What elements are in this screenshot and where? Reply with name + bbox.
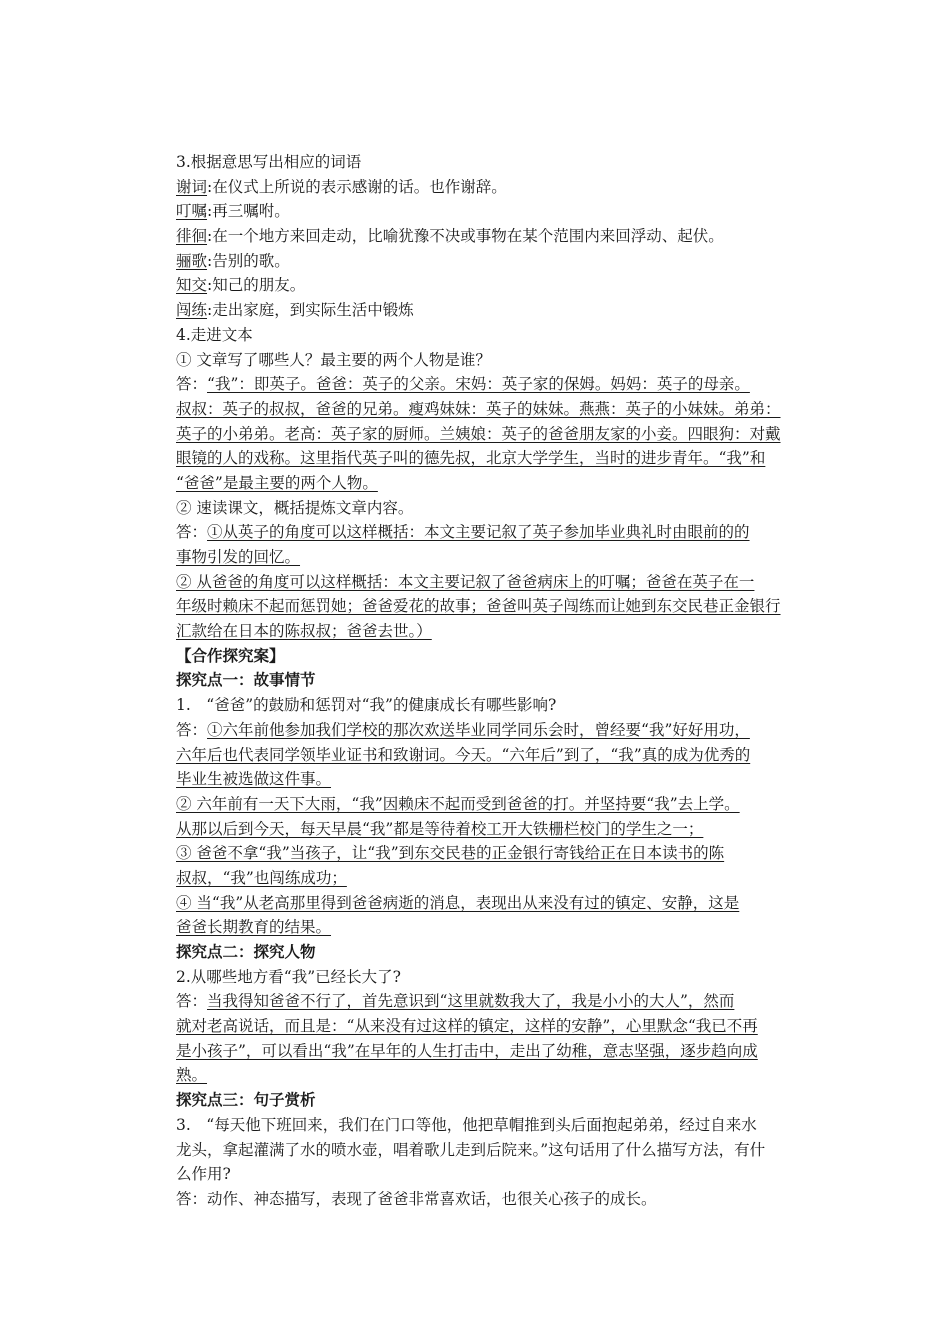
answer-line: 六年后也代表同学领毕业证书和致谢词。今天。“六年后”到了，“我”真的成为优秀的 (176, 745, 751, 764)
answer-line (176, 767, 816, 792)
answer-line: 就对老高说话，而且是：“从来没有过这样的镇定，这样的安静”，心里默念“我已不再 (176, 1017, 758, 1036)
answer-text: 爸爸长期教育的结果。 (176, 918, 332, 937)
answer-text: “爸爸”是最主要的两个人物。 (176, 473, 378, 492)
answer-text: 叔叔，“我”也闯练成功； (176, 868, 347, 887)
vocab-term: 徘徊 (176, 227, 208, 246)
inquiry-3-question: 么作用? (176, 1165, 231, 1184)
answer-line: 是小孩子”，可以看出“我”在早年的人生打击中，走出了幼稚，意志坚强，逐步趋向成 (176, 1041, 758, 1060)
vocab-definition: :知己的朋友。 (207, 276, 306, 295)
answer-line (176, 915, 816, 940)
inquiry-point-1-title: 探究点一：故事情节 (176, 670, 316, 690)
vocab-definition: :走出家庭，到实际生活中锻炼 (207, 301, 414, 320)
answer-line (176, 545, 816, 570)
vocab-term: 叮嘱 (176, 202, 208, 221)
vocab-item (176, 224, 816, 249)
vocab-item (176, 273, 816, 298)
vocab-definition: :在一个地方来回走动，比喻犹豫不决或事物在某个范围内来回浮动、起伏。 (207, 227, 724, 246)
answer-text: 事物引发的回忆。 (176, 548, 301, 566)
answer-text: “我”：即英子。爸爸：英子的父亲。宋妈：英子家的保姆。妈妈：英子的母亲。 (207, 375, 750, 394)
answer-text: 从那以后到今天，每天早晨“我”都是等待着校工开大铁栅栏校门的学生之一； (176, 819, 704, 838)
vocab-term: 知交 (176, 276, 208, 295)
inquiry-point-3-title: 探究点三：句子赏析 (176, 1090, 316, 1110)
answer-line (176, 471, 816, 496)
answer-text: ② 六年前有一天下大雨，“我”因赖床不起而受到爸爸的打。并坚持要“我”去上学。 (176, 794, 740, 813)
inquiry-point-2-title: 探究点二：探究人物 (176, 942, 316, 961)
answer-text: ①六年前他参加我们学校的那次欢送毕业同学同乐会时，曾经要“我”好好用功， (207, 720, 750, 739)
answer-line (176, 792, 816, 817)
vocab-item (176, 199, 816, 224)
answer-line (176, 841, 816, 866)
answer-line: 叔叔：英子的叔叔，爸爸的兄弟。瘦鸡妹妹：英子的妹妹。燕燕：英子的小妹妹。弟弟： (176, 399, 781, 418)
answer-text: 熟。 (176, 1066, 208, 1085)
answer-prefix: 答： (176, 720, 208, 739)
cooperative-inquiry-heading: 【合作探究案】 (176, 645, 285, 665)
inquiry-1-question: 1. “爸爸”的鼓励和惩罚对“我”的健康成长有哪些影响? (176, 696, 557, 715)
inquiry-2-question: 2.从哪些地方看“我”已经长大了? (176, 967, 401, 986)
answer-line (176, 718, 816, 743)
answer-text: ①从英子的角度可以这样概括：本文主要记叙了英子参加毕业典礼时由眼前的的 (207, 523, 750, 542)
section-3-heading: 3.根据意思写出相应的词语 (176, 153, 362, 171)
vocab-term: 骊歌 (176, 251, 208, 270)
answer-text: 汇款给在日本的陈叔叔；爸爸去世。） (176, 622, 432, 641)
inquiry-3-question: 龙头，拿起灌满了水的喷水壶，唱着歌儿走到后院来。”这句话用了什么描写方法，有什 (176, 1140, 766, 1159)
inquiry-3-question: 3. “每天他下班回来，我们在门口等他，他把草帽推到头后面抱起弟弟，经过自来水 (176, 1115, 757, 1134)
vocab-term: 谢词 (176, 177, 208, 196)
answer-line (176, 1063, 816, 1088)
answer-text: ② 从爸爸的角度可以这样概括：本文主要记叙了爸爸病床上的叮嘱；爸爸在英子在一 (176, 572, 755, 591)
answer-prefix: 答： (176, 375, 208, 394)
answer-line: 英子的小弟弟。老高：英子家的厨师。兰姨娘：英子的爸爸朋友家的小妾。四眼狗：对戴 (176, 424, 781, 443)
document-page (176, 150, 816, 1212)
answer-line: 年级时赖床不起而惩罚她；爸爸爱花的故事；爸爸叫英子闯练而让她到东交民巷正金银行 (176, 597, 781, 616)
question-1: ① 文章写了哪些人？最主要的两个人物是谁？ (176, 350, 491, 369)
answer-line (176, 570, 816, 595)
vocab-item (176, 298, 816, 323)
question-2: ② 速读课文，概括提炼文章内容。 (176, 498, 414, 517)
vocab-definition: :告别的歌。 (207, 251, 290, 270)
answer-text: ④ 当“我”从老高那里得到爸爸病逝的消息，表现出从来没有过的镇定、安静，这是 (176, 893, 740, 912)
answer-line: 眼镜的人的戏称。这里指代英子叫的德先叔，北京大学学生，当时的进步青年。“我”和 (176, 449, 766, 468)
section-4-heading: 4.走进文本 (176, 325, 253, 344)
answer-prefix: 答： (176, 523, 208, 542)
answer-line (176, 520, 816, 545)
answer-prefix: 答： (176, 992, 208, 1011)
answer-line (176, 817, 816, 842)
vocab-definition: :在仪式上所说的表示感谢的话。也作谢辞。 (207, 177, 507, 196)
answer-text: 毕业生被选做这件事。 (176, 770, 332, 789)
vocab-term: 闯练 (176, 301, 208, 320)
inquiry-3-answer: 答：动作、神态描写，表现了爸爸非常喜欢话，也很关心孩子的成长。 (176, 1189, 657, 1208)
answer-text: ③ 爸爸不拿“我”当孩子，让“我”到东交民巷的正金银行寄钱给正在日本读书的陈 (176, 844, 725, 863)
answer-text: 当我得知爸爸不行了，首先意识到“这里就数我大了，我是小小的大人”，然而 (207, 992, 735, 1011)
answer-line (176, 989, 816, 1014)
vocab-definition: :再三嘱咐。 (207, 202, 290, 221)
answer-line (176, 891, 816, 916)
answer-line (176, 866, 816, 891)
answer-line (176, 619, 816, 644)
vocab-item (176, 249, 816, 274)
vocab-item (176, 175, 816, 200)
answer-line (176, 372, 816, 397)
